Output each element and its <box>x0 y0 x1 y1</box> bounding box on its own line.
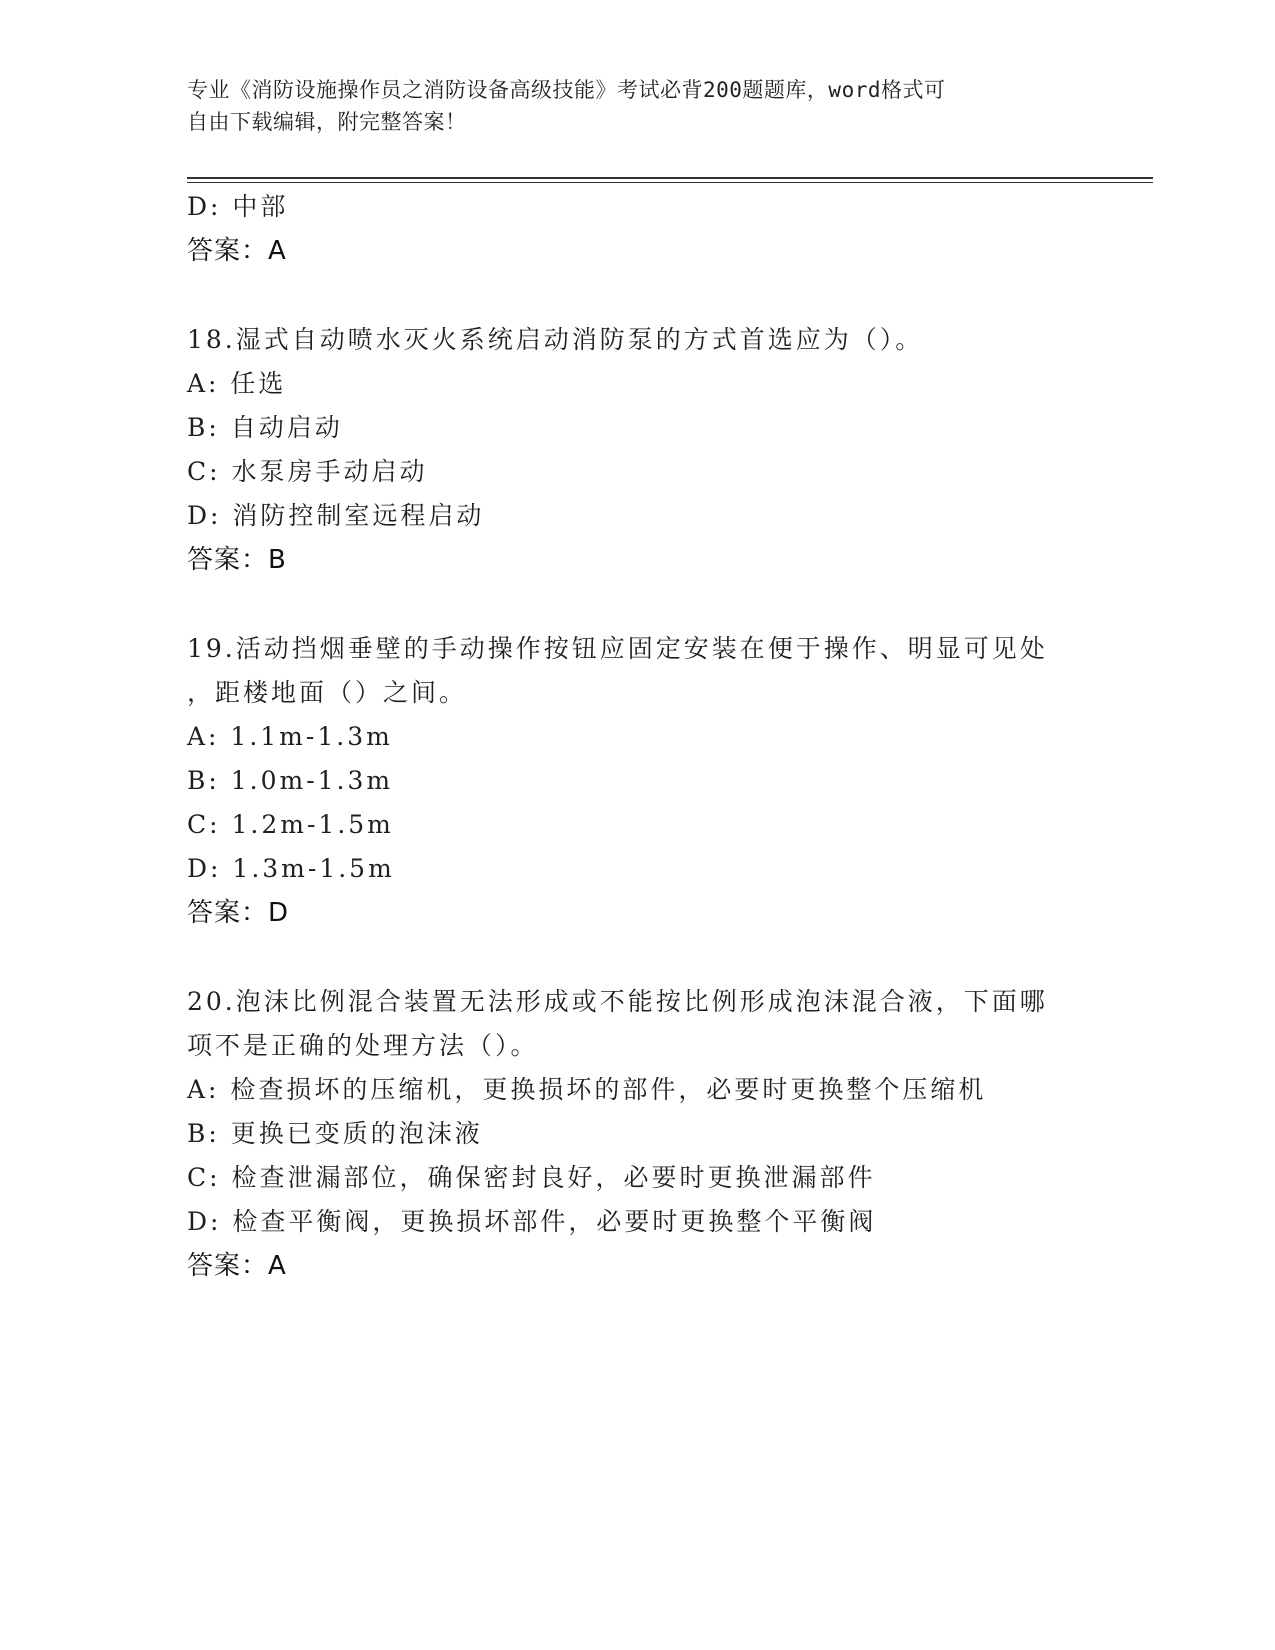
option-c-q20: C: 检查泄漏部位，确保密封良好，必要时更换泄漏部件 <box>187 1163 876 1192</box>
option-c-q18: C: 水泵房手动启动 <box>187 457 428 486</box>
page-header <box>187 74 1067 138</box>
option-d-q20: D: 检查平衡阀，更换损坏部件，必要时更换整个平衡阀 <box>187 1207 877 1236</box>
answer-q18: 答案：B <box>187 545 287 575</box>
header-divider-thin <box>187 182 1153 183</box>
header-line-1: 专业《消防设施操作员之消防设备高级技能》考试必背200题题库，word格式可 <box>187 78 946 102</box>
option-a-q19: A: 1.1m-1.3m <box>187 722 393 751</box>
question-20-line-2: 项不是正确的处理方法（）。 <box>187 1031 539 1060</box>
option-b-q20: B: 更换已变质的泡沫液 <box>187 1119 483 1148</box>
option-d-q19: D: 1.3m-1.5m <box>187 854 395 883</box>
option-b-q18: B: 自动启动 <box>187 413 343 442</box>
option-d-q18: D: 消防控制室远程启动 <box>187 501 485 530</box>
option-d-q17: D: 中部 <box>187 192 289 221</box>
question-19-line-1: 19.活动挡烟垂壁的手动操作按钮应固定安装在便于操作、明显可见处 <box>187 634 1048 663</box>
answer-q17: 答案：A <box>187 236 287 266</box>
header-divider-thick <box>187 177 1153 179</box>
question-18: 18.湿式自动喷水灭火系统启动消防泵的方式首选应为（）。 <box>187 325 924 354</box>
option-a-q18: A: 任选 <box>187 369 287 398</box>
option-b-q19: B: 1.0m-1.3m <box>187 766 394 795</box>
option-a-q20: A: 检查损坏的压缩机，更换损坏的部件，必要时更换整个压缩机 <box>187 1075 987 1104</box>
answer-q19: 答案：D <box>187 898 290 928</box>
answer-q20: 答案：A <box>187 1251 287 1281</box>
question-19-line-2: ，距楼地面（）之间。 <box>187 678 468 707</box>
question-20-line-1: 20.泡沫比例混合装置无法形成或不能按比例形成泡沫混合液，下面哪 <box>187 987 1048 1016</box>
option-c-q19: C: 1.2m-1.5m <box>187 810 394 839</box>
header-line-2: 自由下载编辑，附完整答案！ <box>187 110 467 134</box>
